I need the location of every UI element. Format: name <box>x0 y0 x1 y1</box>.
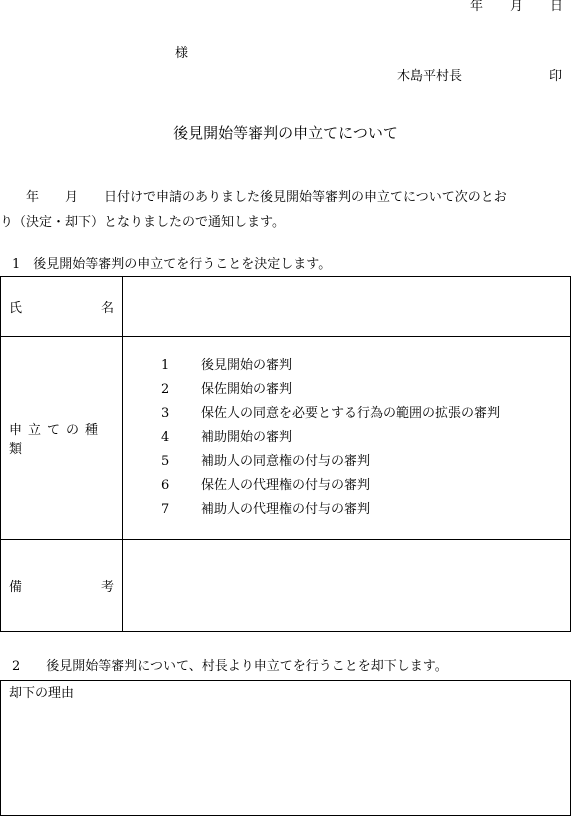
type-list-cell <box>123 337 571 540</box>
type-item[interactable]: 3 保佐人の同意を必要とする行為の範囲の拡張の審判 <box>161 406 501 421</box>
type-row <box>1 337 571 540</box>
name-label-cell <box>1 277 123 337</box>
type-item[interactable]: 7 補助人の代理権の付与の審判 <box>161 502 371 517</box>
section2-heading: 2 後見開始等審判について、村長より申立てを行うことを却下します。 <box>12 659 448 674</box>
type-item[interactable]: 4 補助開始の審判 <box>161 430 293 445</box>
type-item[interactable]: 6 保佐人の代理権の付与の審判 <box>161 478 371 493</box>
date-day: 日 <box>550 0 564 14</box>
date-line <box>470 0 563 13</box>
document-title: 後見開始等審判の申立てについて <box>173 124 398 142</box>
rejection-reason-label: 却下の理由 <box>9 686 75 701</box>
issuer-name: 木島平村長 <box>397 69 463 84</box>
remarks-label-1: 備 <box>9 580 23 595</box>
type-item[interactable]: 2 保佐開始の審判 <box>161 382 293 397</box>
type-item[interactable]: 5 補助人の同意権の付与の審判 <box>161 454 371 469</box>
remarks-value-cell[interactable] <box>123 540 571 632</box>
name-row <box>1 277 571 337</box>
addressee-suffix: 様 <box>175 46 189 61</box>
remarks-label-cell <box>1 540 123 632</box>
notice-body-line-1: 年 月 日付けで申請のありました後見開始等審判の申立てについて次のとお <box>0 190 507 205</box>
notice-body <box>0 185 560 235</box>
name-value-cell[interactable] <box>123 277 571 337</box>
type-list <box>123 354 570 522</box>
name-label-2: 名 <box>100 301 114 316</box>
seal-mark: 印 <box>549 69 563 84</box>
decision-table <box>0 276 571 632</box>
name-label-1: 氏 <box>9 301 23 316</box>
notice-body-line-2: り（決定・却下）となりましたので通知します。 <box>0 215 285 230</box>
date-month: 月 <box>510 0 524 14</box>
rejection-reason-box[interactable] <box>0 680 571 816</box>
type-label: 申立ての種類 <box>9 423 105 457</box>
section1-heading: 1 後見開始等審判の申立てを行うことを決定します。 <box>12 257 332 272</box>
type-item[interactable]: 1 後見開始の審判 <box>161 358 293 373</box>
date-year: 年 <box>470 0 484 14</box>
remarks-row <box>1 540 571 632</box>
remarks-label-2: 考 <box>100 580 114 595</box>
type-label-cell <box>1 337 123 540</box>
